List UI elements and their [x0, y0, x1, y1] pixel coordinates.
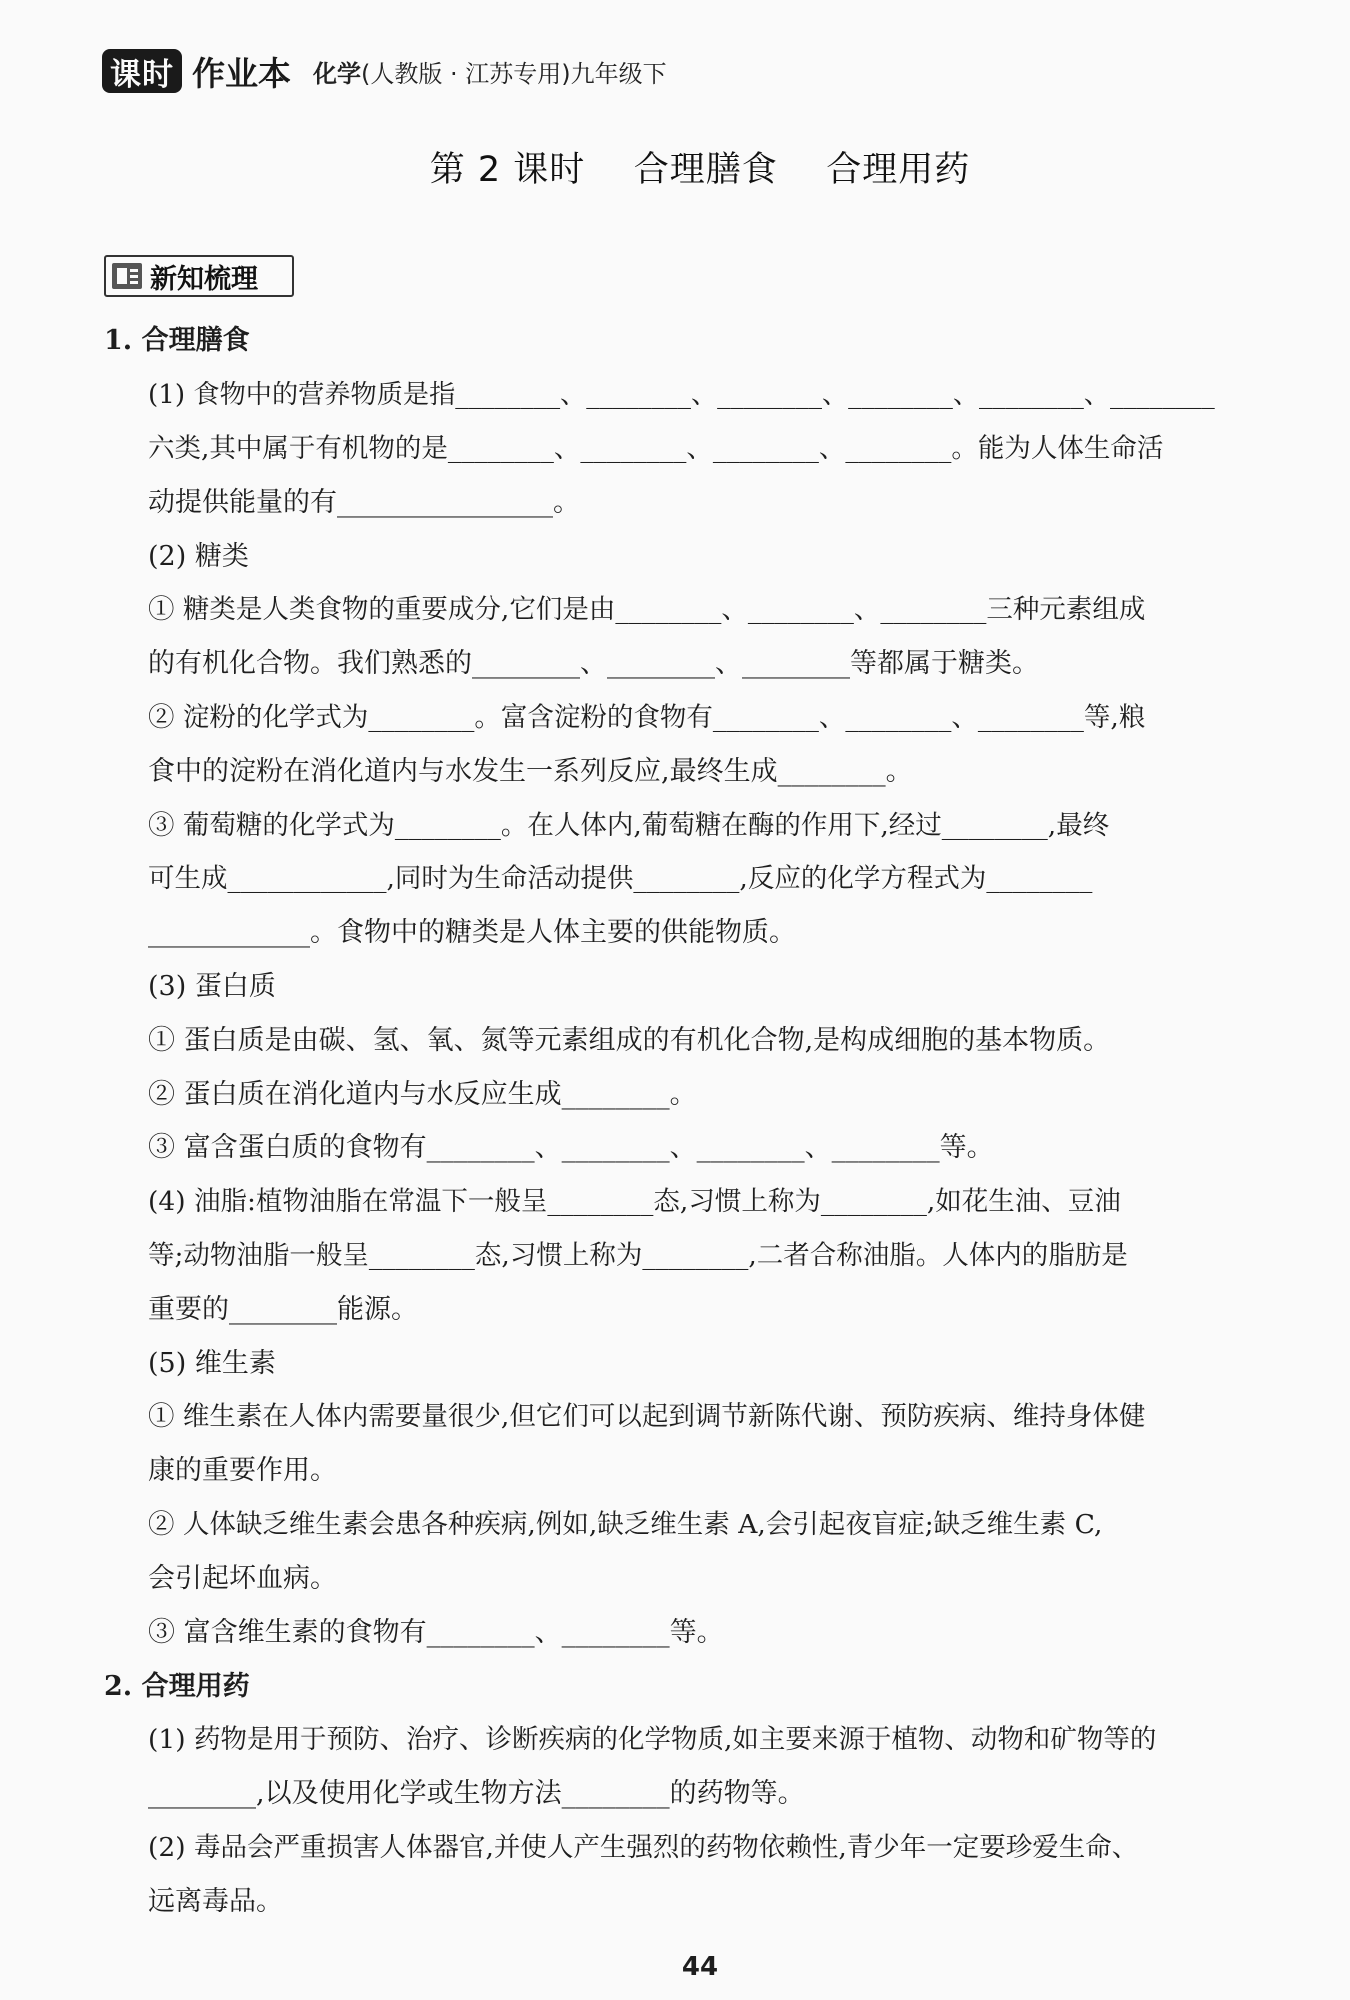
- text-line: ________,以及使用化学或生物方法________的药物等。: [148, 1778, 805, 1809]
- text-line: ③ 葡萄糖的化学式为________。在人体内,葡萄糖在酶的作用下,经过________,最终: [148, 810, 1110, 841]
- text-line: (1) 药物是用于预防、治疗、诊断疾病的化学物质,如主要来源于植物、动物和矿物等的: [148, 1724, 1157, 1755]
- text-line: ② 蛋白质在消化道内与水反应生成________。: [148, 1079, 697, 1110]
- text-line: (1) 食物中的营养物质是指________、________、________、________、________、________: [148, 380, 1215, 410]
- text-line: (4) 油脂:植物油脂在常温下一般呈________态,习惯上称为________,如花生油、豆油: [148, 1186, 1121, 1217]
- section-tag: [104, 255, 294, 297]
- book-icon: [112, 263, 142, 289]
- subheading-sugar: (2) 糖类: [148, 541, 249, 572]
- text-line: ② 人体缺乏维生素会患各种疾病,例如,缺乏维生素 A,会引起夜盲症;缺乏维生素 C,: [148, 1509, 1103, 1540]
- text-line: (2) 毒品会严重损害人体器官,并使人产生强烈的药物依赖性,青少年一定要珍爱生命、: [148, 1832, 1139, 1863]
- text-line: 动提供能量的有________________。: [148, 487, 580, 518]
- subject-label: 化学: [313, 59, 361, 88]
- text-line: 会引起坏血病。: [148, 1563, 337, 1594]
- text-line: ③ 富含维生素的食物有________、________等。: [148, 1617, 724, 1648]
- text-line: 六类,其中属于有机物的是________、________、________、________。能为人体生命活: [148, 433, 1164, 464]
- edition-label: (人教版 · 江苏专用)九年级下: [361, 59, 667, 88]
- text-line: ③ 富含蛋白质的食物有________、________、________、________等。: [148, 1132, 994, 1163]
- text-line: 重要的________能源。: [148, 1294, 418, 1325]
- subheading-vitamin: (5) 维生素: [148, 1348, 276, 1379]
- page-number: 44: [681, 1952, 719, 1982]
- text-line: 等;动物油脂一般呈________态,习惯上称为________,二者合称油脂。人体内的脂肪是: [148, 1240, 1128, 1271]
- text-line: ① 糖类是人类食物的重要成分,它们是由________、________、________三种元素组成: [148, 594, 1146, 625]
- text-line: 食中的淀粉在消化道内与水发生一系列反应,最终生成________。: [148, 756, 913, 787]
- brand-name: 作业本: [192, 53, 291, 93]
- text-line: 的有机化合物。我们熟悉的________、________、________等都属于糖类。: [148, 648, 1039, 679]
- text-line: ① 维生素在人体内需要量很少,但它们可以起到调节新陈代谢、预防疾病、维持身体健: [148, 1401, 1146, 1432]
- text-line: 可生成____________,同时为生命活动提供________,反应的化学方程式为________: [148, 863, 1093, 894]
- text-line: ① 蛋白质是由碳、氢、氧、氮等元素组成的有机化合物,是构成细胞的基本物质。: [148, 1025, 1111, 1056]
- page-header: [102, 46, 1252, 96]
- book-subtitle: [313, 54, 667, 89]
- text-line: ② 淀粉的化学式为________。富含淀粉的食物有________、________、________等,粮: [148, 702, 1146, 733]
- item-1-heading: 1. 合理膳食: [104, 325, 250, 356]
- text-line: 远离毒品。: [148, 1886, 283, 1917]
- text-line: ____________。食物中的糖类是人体主要的供能物质。: [148, 917, 796, 948]
- text-line: 康的重要作用。: [148, 1455, 337, 1486]
- section-label: 新知梳理: [150, 263, 258, 295]
- lesson-title: 第 2 课时 合理膳食 合理用药: [429, 150, 971, 190]
- item-2-heading: 2. 合理用药: [104, 1671, 250, 1702]
- subheading-protein: (3) 蛋白质: [148, 971, 276, 1002]
- brand-logo: 课时: [102, 49, 182, 93]
